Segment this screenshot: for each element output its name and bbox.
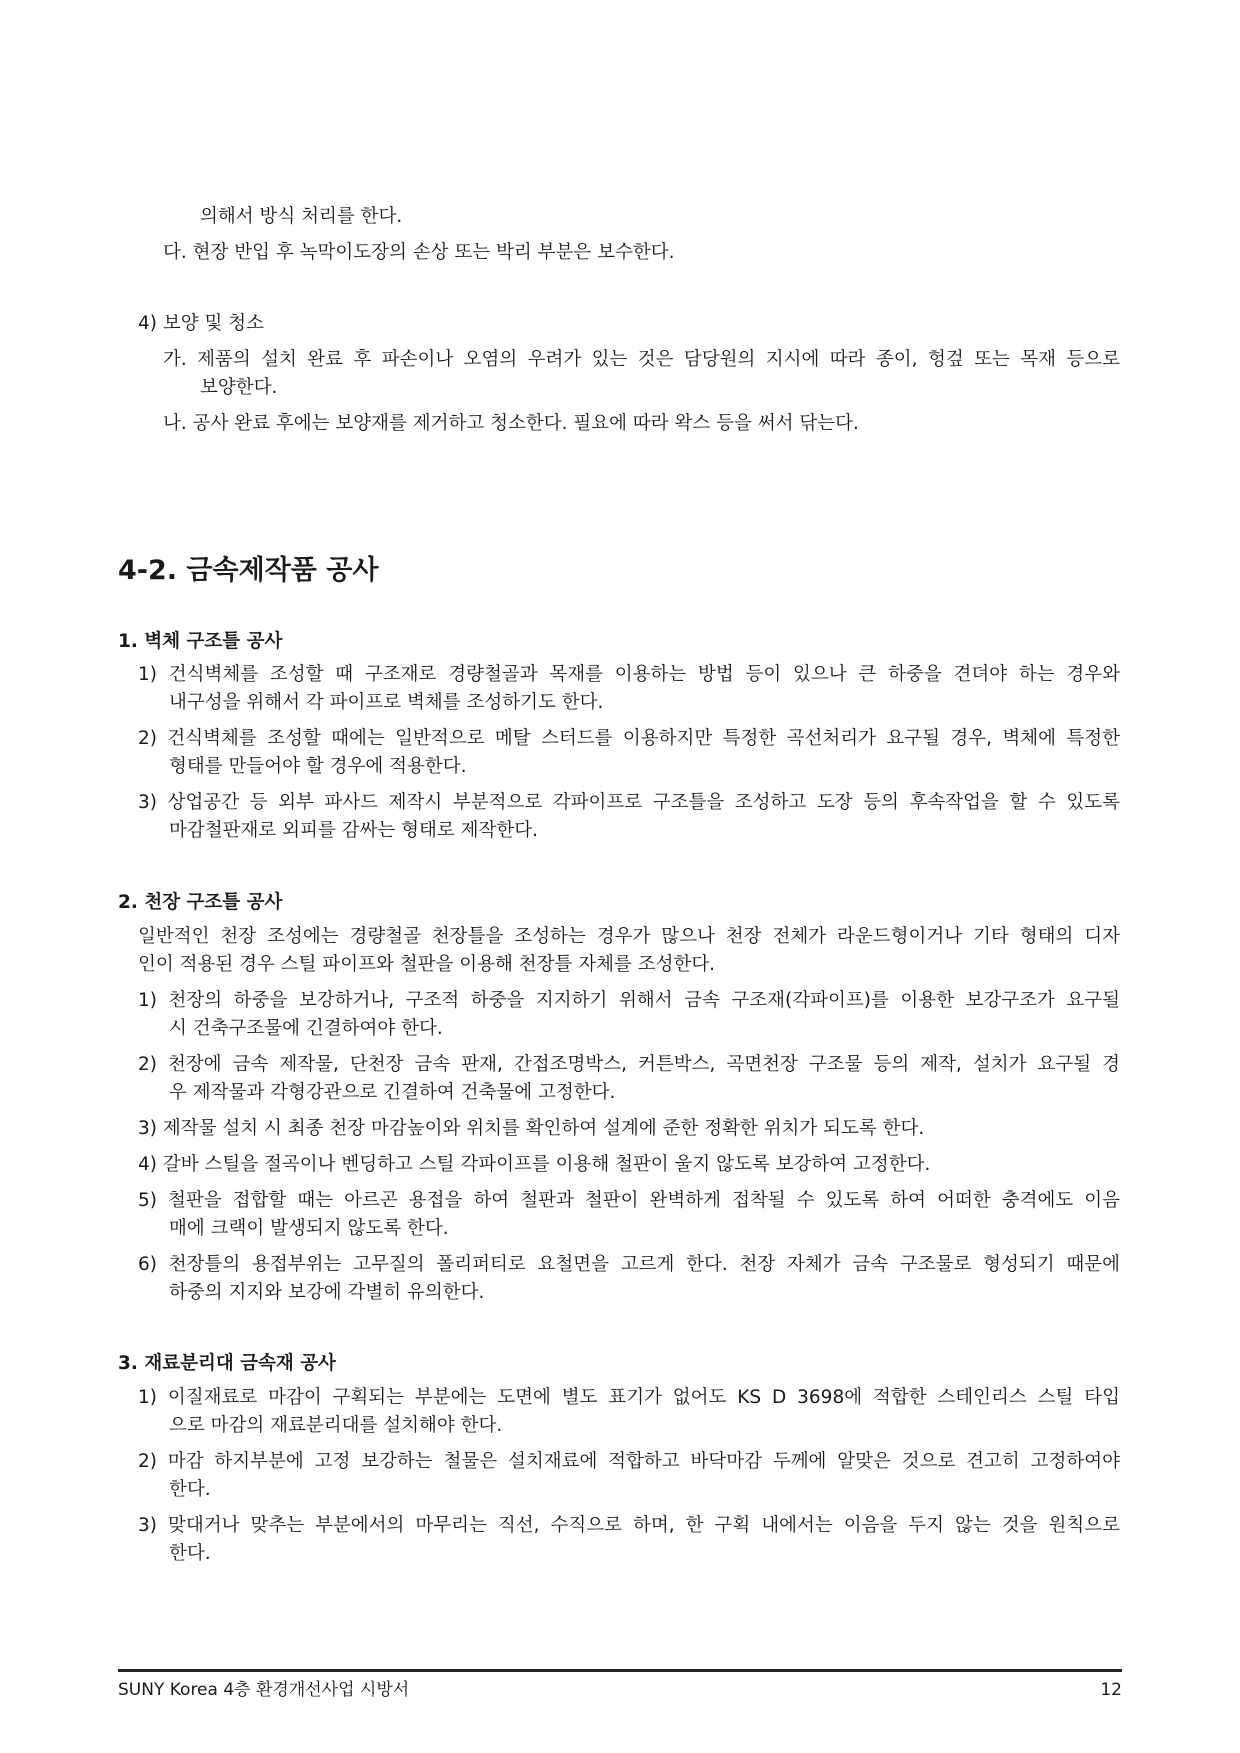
- page-number: 12: [1100, 1680, 1122, 1700]
- s1-item2-line1: 2) 건식벽체를 조성할 때에는 일반적으로 메탈 스터드를 이용하지만 특정한 곡선처리가 요구될 경우, 벽체에 특정한: [138, 728, 1120, 749]
- section-title: 4-2. 금속제작품 공사: [118, 555, 379, 586]
- s2-item6-line2: 하중의 지지와 보강에 각별히 유의한다.: [169, 1282, 485, 1303]
- item-ga-line1: 가. 제품의 설치 완료 후 파손이나 오염의 우려가 있는 것은 담당원의 지시에 따라 종이, 헝겊 또는 목재 등으로: [163, 349, 1120, 370]
- s2-item5-line1: 5) 철판을 접합할 때는 아르곤 용접을 하여 철판과 철판이 완벽하게 접착될 수 있도록 하여 어떠한 충격에도 이음: [138, 1190, 1120, 1211]
- item-ga-line2: 보양한다.: [200, 377, 278, 398]
- s3-item2-line2: 한다.: [169, 1479, 211, 1500]
- s2-item1-line1: 1) 천장의 하중을 보강하거나, 구조적 하중을 지지하기 위해서 금속 구조재(각파이프)를 이용한 보강구조가 요구될: [138, 990, 1120, 1011]
- s2-item5-line2: 매에 크랙이 발생되지 않도록 한다.: [169, 1218, 449, 1239]
- subsection-3-title: 3. 재료분리대 금속재 공사: [118, 1353, 336, 1374]
- footer-document-title: SUNY Korea 4층 환경개선사업 시방서: [118, 1680, 410, 1700]
- item-na: 나. 공사 완료 후에는 보양재를 제거하고 청소한다. 필요에 따라 왁스 등을 써서 닦는다.: [163, 413, 859, 434]
- s1-item3-line2: 마감철판재로 외피를 감싸는 형태로 제작한다.: [169, 820, 538, 841]
- subsection-2-title: 2. 천장 구조틀 공사: [118, 892, 283, 913]
- s1-item3-line1: 3) 상업공간 등 외부 파사드 제작시 부분적으로 각파이프로 구조틀을 조성하고 도장 등의 후속작업을 할 수 있도록: [138, 792, 1120, 813]
- s2-intro-line1: 일반적인 천장 조성에는 경량철골 천장틀을 조성하는 경우가 많으나 천장 전체가 라운드형이거나 기타 형태의 디자: [138, 926, 1120, 947]
- subsection-1-title: 1. 벽체 구조틀 공사: [118, 631, 283, 652]
- s2-item6-line1: 6) 천장틀의 용접부위는 고무질의 폴리퍼티로 요철면을 고르게 한다. 천장 자체가 금속 구조물로 형성되기 때문에: [138, 1254, 1121, 1275]
- s2-item4: 4) 갈바 스틸을 절곡이나 벤딩하고 스틸 각파이프를 이용해 철판이 울지 않도록 보강하여 고정한다.: [138, 1154, 931, 1175]
- s2-item2-line2: 우 제작물과 각형강관으로 긴결하여 건축물에 고정한다.: [169, 1082, 616, 1103]
- s2-item2-line1: 2) 천장에 금속 제작물, 단천장 금속 판재, 간접조명박스, 커튼박스, 곡면천장 구조물 등의 제작, 설치가 요구될 경: [138, 1054, 1120, 1075]
- s3-item3-line2: 한다.: [169, 1543, 211, 1564]
- s1-item2-line2: 형태를 만들어야 할 경우에 적용한다.: [169, 756, 467, 777]
- s2-item1-line2: 시 건축구조물에 긴결하여야 한다.: [169, 1018, 443, 1039]
- footer-divider: [118, 1669, 1122, 1672]
- s1-item1-line2: 내구성을 위해서 각 파이프로 벽체를 조성하기도 한다.: [169, 692, 604, 713]
- continued-line: 의해서 방식 처리를 한다.: [200, 206, 403, 227]
- s3-item1-line1: 1) 이질재료로 마감이 구획되는 부분에는 도면에 별도 표기가 없어도 KS D 3698에 적합한 스테인리스 스틸 타입: [138, 1387, 1120, 1408]
- s3-item1-line2: 으로 마감의 재료분리대를 설치해야 한다.: [169, 1415, 503, 1436]
- item-da: 다. 현장 반입 후 녹막이도장의 손상 또는 박리 부분은 보수한다.: [163, 242, 675, 263]
- s3-item2-line1: 2) 마감 하지부분에 고정 보강하는 철물은 설치재료에 적합하고 바닥마감 두께에 알맞은 것으로 견고히 고정하여야: [138, 1451, 1120, 1472]
- item-4-heading: 4) 보양 및 청소: [138, 313, 264, 334]
- s3-item3-line1: 3) 맞대거나 맞추는 부분에서의 마무리는 직선, 수직으로 하며, 한 구획 내에서는 이음을 두지 않는 것을 원칙으로: [138, 1515, 1120, 1536]
- s2-item3: 3) 제작물 설치 시 최종 천장 마감높이와 위치를 확인하여 설계에 준한 정확한 위치가 되도록 한다.: [138, 1118, 925, 1139]
- s2-intro-line2: 인이 적용된 경우 스틸 파이프와 철판을 이용해 천장틀 자체를 조성한다.: [138, 954, 716, 975]
- s1-item1-line1: 1) 건식벽체를 조성할 때 구조재로 경량철골과 목재를 이용하는 방법 등이 있으나 큰 하중을 견뎌야 하는 경우와: [138, 664, 1120, 685]
